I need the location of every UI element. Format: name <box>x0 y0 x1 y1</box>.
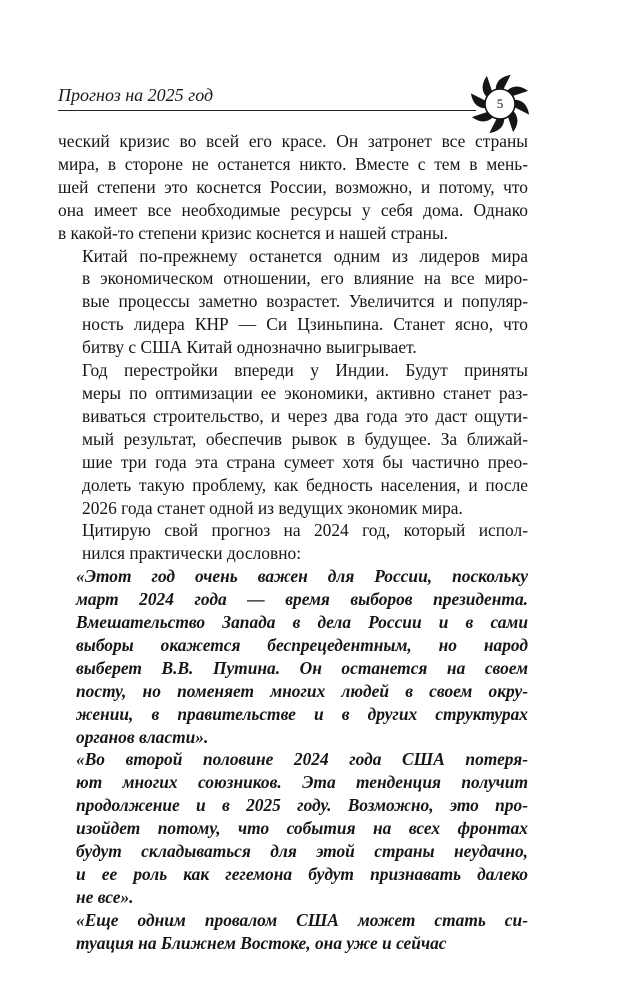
paragraph <box>58 519 528 565</box>
running-header <box>58 82 528 116</box>
text-line: в экономическом отношении, его влияние на все миро- <box>82 268 528 289</box>
text-line: вые процессы заметно возрастет. Увеличится и популяр- <box>82 291 528 312</box>
text-line: посту, но поменяет многих людей в своем окру- <box>76 680 528 701</box>
running-title: Прогноз на 2025 год <box>58 85 214 105</box>
text-line: виваться строительство, и через два года это даст ощути- <box>82 405 528 426</box>
paragraph <box>58 130 528 245</box>
text-line: Цитирую свой прогноз на 2024 год, который испол- <box>82 520 528 541</box>
text-line: продолжение и в 2025 году. Возможно, это про- <box>76 795 528 816</box>
text-line: долеть такую проблему, как бедность населения, и после <box>82 474 528 495</box>
text-line: «Этот год очень важен для России, поскольку <box>76 566 528 587</box>
text-line: меры по оптимизации ее экономики, активно станет раз- <box>82 382 528 403</box>
text-line: «Еще одним провалом США может стать си- <box>76 909 528 930</box>
text-line: «Во второй половине 2024 года США потеря- <box>76 749 528 770</box>
paragraph <box>58 245 528 360</box>
quote-paragraph <box>58 909 528 955</box>
text-line: мира, в стороне не останется никто. Вместе с тем в мень- <box>58 153 528 174</box>
text-line: она имеет все необходимые ресурсы у себя дома. Однако <box>58 199 528 220</box>
text-line: в какой-то степени кризис коснется и нашей страны. <box>58 222 448 243</box>
text-line: Вмешательство Запада в дела России и в сами <box>76 612 528 633</box>
page-body-text <box>58 130 528 955</box>
text-line: ческий кризис во всей его красе. Он затронет все страны <box>58 131 528 151</box>
text-line: ность лидера КНР — Си Цзиньпина. Станет ясно, что <box>82 314 528 335</box>
paragraph <box>58 359 528 519</box>
text-line: мый результат, обеспечив рывок в будущее. За ближай- <box>82 428 528 449</box>
text-line: нился практически дословно: <box>82 543 302 564</box>
text-line: шие три года эта страна сумеет хотя бы частично прео- <box>82 451 528 472</box>
text-line: битву с США Китай однозначно выигрывает. <box>82 337 417 358</box>
quote-paragraph <box>58 565 528 748</box>
text-line: ют многих союзников. Эта тенденция получит <box>76 772 528 793</box>
text-line: шей степени это коснется России, возможно, и потому, что <box>58 176 528 197</box>
text-line: будут складываться для этой страны неудачно, <box>76 841 528 862</box>
header-rule <box>58 110 476 111</box>
text-line: выберет В.В. Путина. Он останется на своем <box>76 657 528 678</box>
text-line: жении, в правительстве и в других структурах <box>76 703 528 724</box>
text-line: Год перестройки впереди у Индии. Будут приняты <box>82 360 528 381</box>
quote-paragraph <box>58 748 528 908</box>
text-line: март 2024 года — время выборов президента. <box>76 589 528 610</box>
text-line: и ее роль как гегемона будут признавать далеко <box>76 864 528 884</box>
text-line: Китай по-прежнему останется одним из лидеров мира <box>82 245 528 266</box>
text-line: туация на Ближнем Востоке, она уже и сейчас <box>76 932 447 953</box>
text-line: выборы окажется беспрецедентным, но народ <box>76 634 528 655</box>
text-line: не все». <box>76 886 134 907</box>
page-number: 5 <box>496 96 504 111</box>
text-line: изойдет потому, что события на всех фронтах <box>76 818 528 839</box>
text-line: 2026 года станет одной из ведущих экономик мира. <box>82 497 463 518</box>
text-line: органов власти». <box>76 726 209 747</box>
